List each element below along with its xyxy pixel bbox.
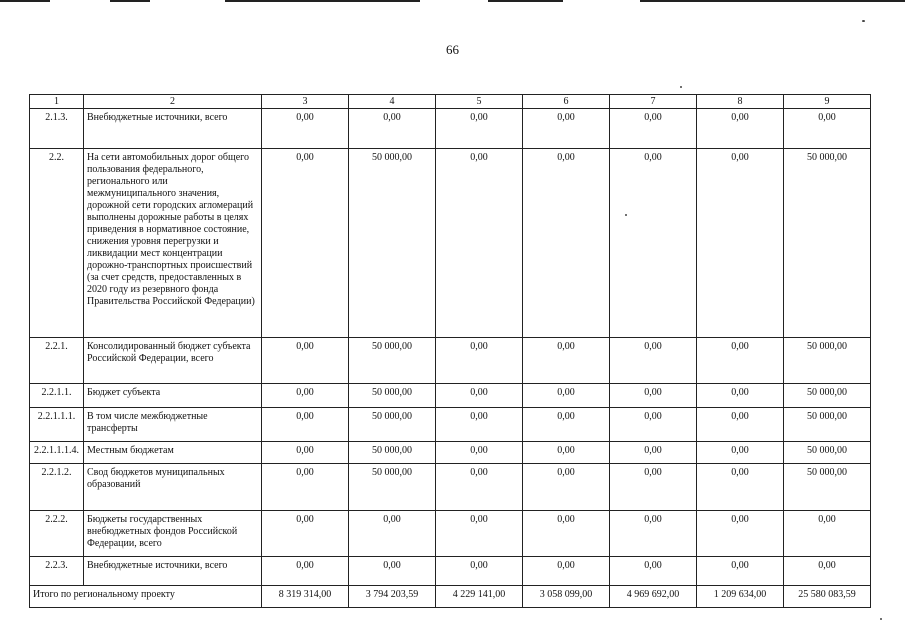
column-header: 8 xyxy=(697,95,784,109)
total-value: 25 580 083,59 xyxy=(784,586,871,608)
row-value: 50 000,00 xyxy=(349,384,436,408)
row-description: В том числе межбюджетные трансферты xyxy=(84,408,262,442)
row-value: 0,00 xyxy=(349,511,436,557)
total-value: 8 319 314,00 xyxy=(262,586,349,608)
row-code: 2.2.2. xyxy=(30,511,84,557)
row-value: 50 000,00 xyxy=(349,442,436,464)
column-header: 5 xyxy=(436,95,523,109)
row-value: 50 000,00 xyxy=(349,464,436,511)
row-value: 0,00 xyxy=(697,511,784,557)
row-value: 0,00 xyxy=(523,338,610,384)
page-number: 66 xyxy=(446,42,459,57)
row-value: 50 000,00 xyxy=(784,384,871,408)
row-value: 50 000,00 xyxy=(784,464,871,511)
row-code: 2.2.1.2. xyxy=(30,464,84,511)
row-value: 0,00 xyxy=(436,338,523,384)
row-value: 50 000,00 xyxy=(349,408,436,442)
row-description: Бюджеты государственных внебюджетных фондов Российской Федерации, всего xyxy=(84,511,262,557)
column-header: 4 xyxy=(349,95,436,109)
scan-speck xyxy=(880,618,882,620)
row-value: 50 000,00 xyxy=(784,338,871,384)
column-header: 3 xyxy=(262,95,349,109)
scan-speck xyxy=(625,214,627,216)
total-value: 1 209 634,00 xyxy=(697,586,784,608)
header-line xyxy=(640,0,905,2)
table-row xyxy=(30,557,871,586)
row-value: 0,00 xyxy=(610,109,697,149)
row-value: 0,00 xyxy=(697,149,784,338)
table-row xyxy=(30,408,871,442)
row-value: 0,00 xyxy=(610,338,697,384)
table-row xyxy=(30,109,871,149)
row-value: 0,00 xyxy=(784,109,871,149)
row-description: Внебюджетные источники, всего xyxy=(84,557,262,586)
row-value: 0,00 xyxy=(262,408,349,442)
column-header: 2 xyxy=(84,95,262,109)
total-value: 4 229 141,00 xyxy=(436,586,523,608)
row-value: 0,00 xyxy=(610,511,697,557)
table-row xyxy=(30,384,871,408)
row-code: 2.2.1. xyxy=(30,338,84,384)
row-value: 0,00 xyxy=(262,442,349,464)
scan-speck xyxy=(680,86,682,88)
row-value: 0,00 xyxy=(436,109,523,149)
column-number-row xyxy=(30,95,871,109)
column-header: 6 xyxy=(523,95,610,109)
row-code: 2.2.1.1.1.4. xyxy=(30,442,84,464)
total-label: Итого по региональному проекту xyxy=(30,586,262,608)
row-value: 0,00 xyxy=(262,464,349,511)
row-value: 0,00 xyxy=(262,511,349,557)
row-value: 0,00 xyxy=(610,464,697,511)
row-value: 0,00 xyxy=(262,384,349,408)
row-description: Местным бюджетам xyxy=(84,442,262,464)
row-value: 50 000,00 xyxy=(349,338,436,384)
table-row xyxy=(30,442,871,464)
row-description: Бюджет субъекта xyxy=(84,384,262,408)
row-value: 0,00 xyxy=(436,408,523,442)
header-line xyxy=(0,0,50,2)
row-description: Внебюджетные источники, всего xyxy=(84,109,262,149)
row-value: 0,00 xyxy=(784,557,871,586)
table-row xyxy=(30,149,871,338)
row-value: 0,00 xyxy=(610,149,697,338)
row-value: 0,00 xyxy=(697,384,784,408)
total-value: 3 794 203,59 xyxy=(349,586,436,608)
row-code: 2.2. xyxy=(30,149,84,338)
row-value: 0,00 xyxy=(436,464,523,511)
row-value: 0,00 xyxy=(436,442,523,464)
total-value: 3 058 099,00 xyxy=(523,586,610,608)
table-row xyxy=(30,511,871,557)
table-row xyxy=(30,338,871,384)
row-value: 0,00 xyxy=(610,442,697,464)
total-row xyxy=(30,586,871,608)
row-value: 0,00 xyxy=(610,384,697,408)
row-value: 0,00 xyxy=(523,464,610,511)
row-value: 0,00 xyxy=(697,464,784,511)
column-header: 9 xyxy=(784,95,871,109)
row-value: 50 000,00 xyxy=(784,149,871,338)
row-value: 50 000,00 xyxy=(784,408,871,442)
budget-table xyxy=(29,94,871,608)
row-value: 0,00 xyxy=(262,149,349,338)
row-description: Консолидированный бюджет субъекта Российской Федерации, всего xyxy=(84,338,262,384)
row-value: 0,00 xyxy=(523,511,610,557)
row-description: Свод бюджетов муниципальных образований xyxy=(84,464,262,511)
row-code: 2.2.1.1. xyxy=(30,384,84,408)
row-value: 0,00 xyxy=(349,557,436,586)
row-value: 0,00 xyxy=(523,408,610,442)
total-value: 4 969 692,00 xyxy=(610,586,697,608)
row-value: 0,00 xyxy=(523,384,610,408)
row-value: 0,00 xyxy=(436,511,523,557)
row-value: 0,00 xyxy=(523,149,610,338)
row-value: 0,00 xyxy=(697,557,784,586)
row-value: 0,00 xyxy=(262,109,349,149)
row-value: 0,00 xyxy=(784,511,871,557)
column-header: 7 xyxy=(610,95,697,109)
row-code: 2.1.3. xyxy=(30,109,84,149)
row-value: 0,00 xyxy=(262,557,349,586)
column-header: 1 xyxy=(30,95,84,109)
row-description: На сети автомобильных дорог общего пользования федерального, регионального или межмуниципального значения, дорожной сети городских агломераций выполнены дорожные работы в целях приведения в нормативное состояние, снижения уровня перегрузки и ликвидации мест концентрации дорожно-транспортных происшествий (за счет средств, предоставленных в 2020 году из резервного фонда Правительства Российской Федерации) xyxy=(84,149,262,338)
row-value: 0,00 xyxy=(349,109,436,149)
row-value: 0,00 xyxy=(436,384,523,408)
row-value: 0,00 xyxy=(523,557,610,586)
row-value: 0,00 xyxy=(610,408,697,442)
row-value: 0,00 xyxy=(262,338,349,384)
header-line xyxy=(225,0,420,2)
row-value: 0,00 xyxy=(697,109,784,149)
row-value: 0,00 xyxy=(697,442,784,464)
row-value: 50 000,00 xyxy=(349,149,436,338)
table-row xyxy=(30,464,871,511)
row-value: 0,00 xyxy=(436,557,523,586)
row-value: 0,00 xyxy=(697,338,784,384)
row-value: 0,00 xyxy=(523,442,610,464)
row-code: 2.2.3. xyxy=(30,557,84,586)
row-code: 2.2.1.1.1. xyxy=(30,408,84,442)
scan-speck xyxy=(862,20,865,22)
row-value: 0,00 xyxy=(697,408,784,442)
row-value: 0,00 xyxy=(523,109,610,149)
row-value: 50 000,00 xyxy=(784,442,871,464)
row-value: 0,00 xyxy=(610,557,697,586)
header-line xyxy=(110,0,150,2)
row-value: 0,00 xyxy=(436,149,523,338)
header-line xyxy=(488,0,563,2)
